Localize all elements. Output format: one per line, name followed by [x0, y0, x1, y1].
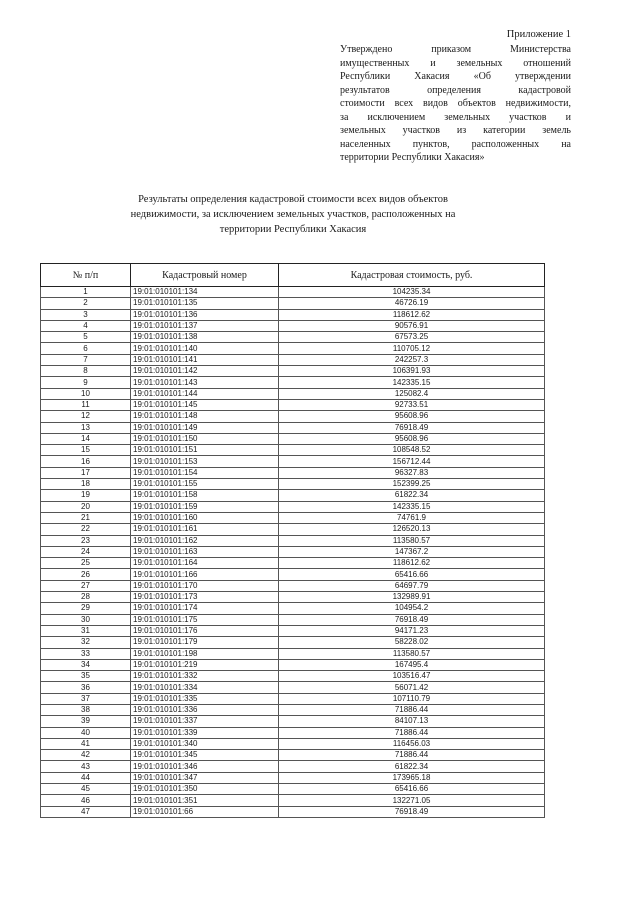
cadastral-cost: 132989.91	[279, 592, 545, 603]
cadastral-number: 19:01:010101:345	[131, 750, 279, 761]
row-number: 44	[41, 772, 131, 783]
cadastral-number: 19:01:010101:335	[131, 693, 279, 704]
cadastral-cost: 173965.18	[279, 772, 545, 783]
cadastral-number: 19:01:010101:198	[131, 648, 279, 659]
table-row	[41, 727, 545, 738]
cadastral-cost: 125082.4	[279, 388, 545, 399]
cadastral-cost: 84107.13	[279, 716, 545, 727]
cadastral-cost: 126520.13	[279, 524, 545, 535]
cadastral-cost: 152399.25	[279, 479, 545, 490]
cadastral-number: 19:01:010101:347	[131, 772, 279, 783]
row-number: 9	[41, 377, 131, 388]
table-row	[41, 320, 545, 331]
cadastral-cost: 110705.12	[279, 343, 545, 354]
cadastral-number: 19:01:010101:141	[131, 354, 279, 365]
cadastral-cost: 95608.96	[279, 411, 545, 422]
row-number: 12	[41, 411, 131, 422]
table-row	[41, 445, 545, 456]
header-cadastral-cost: Кадастровая стоимость, руб.	[279, 264, 545, 287]
approval-line: населенных пунктов, расположенных на	[340, 138, 571, 150]
row-number: 39	[41, 716, 131, 727]
table-row	[41, 332, 545, 343]
cadastral-cost: 142335.15	[279, 377, 545, 388]
cadastral-cost: 90576.91	[279, 320, 545, 331]
cadastral-cost: 108548.52	[279, 445, 545, 456]
row-number: 31	[41, 625, 131, 636]
table-row	[41, 648, 545, 659]
cadastral-cost: 106391.93	[279, 366, 545, 377]
approval-line: стоимости всех видов объектов недвижимости,	[340, 98, 571, 109]
cadastral-cost: 76918.49	[279, 614, 545, 625]
table-row	[41, 422, 545, 433]
row-number: 29	[41, 603, 131, 614]
table-row	[41, 806, 545, 817]
row-number: 23	[41, 535, 131, 546]
table-row	[41, 490, 545, 501]
cadastral-number: 19:01:010101:153	[131, 456, 279, 467]
cadastral-cost: 58228.02	[279, 637, 545, 648]
table-row	[41, 479, 545, 490]
header-number: № п/п	[41, 264, 131, 287]
table-row	[41, 309, 545, 320]
row-number: 32	[41, 637, 131, 648]
table-row	[41, 354, 545, 365]
row-number: 38	[41, 704, 131, 715]
cadastral-cost: 147367.2	[279, 546, 545, 557]
table-row	[41, 343, 545, 354]
cadastral-cost: 142335.15	[279, 501, 545, 512]
table-row	[41, 501, 545, 512]
table-row	[41, 287, 545, 298]
cadastral-number: 19:01:010101:137	[131, 320, 279, 331]
table-body	[41, 287, 545, 818]
title-line: территории Республики Хакасия	[219, 224, 367, 235]
table-row	[41, 524, 545, 535]
table-row	[41, 467, 545, 478]
cadastral-cost: 61822.34	[279, 490, 545, 501]
cadastral-cost: 103516.47	[279, 671, 545, 682]
cadastral-cost: 65416.66	[279, 569, 545, 580]
table-row	[41, 738, 545, 749]
cadastral-cost: 92733.51	[279, 399, 545, 410]
cadastral-number: 19:01:010101:135	[131, 298, 279, 309]
cadastral-cost: 71886.44	[279, 727, 545, 738]
cadastral-number: 19:01:010101:154	[131, 467, 279, 478]
row-number: 15	[41, 445, 131, 456]
cadastral-number: 19:01:010101:332	[131, 671, 279, 682]
approval-line: Республики Хакасия «Об утверждении	[340, 71, 571, 82]
row-number: 42	[41, 750, 131, 761]
cadastral-number: 19:01:010101:336	[131, 704, 279, 715]
cadastral-cost: 116456.03	[279, 738, 545, 749]
table-row	[41, 682, 545, 693]
row-number: 21	[41, 512, 131, 523]
row-number: 3	[41, 309, 131, 320]
cadastral-cost: 167495.4	[279, 659, 545, 670]
row-number: 40	[41, 727, 131, 738]
row-number: 30	[41, 614, 131, 625]
row-number: 46	[41, 795, 131, 806]
cadastral-number: 19:01:010101:143	[131, 377, 279, 388]
cadastral-cost: 104954.2	[279, 603, 545, 614]
cadastral-number: 19:01:010101:163	[131, 546, 279, 557]
table-row	[41, 704, 545, 715]
cadastral-cost: 113580.57	[279, 648, 545, 659]
row-number: 45	[41, 784, 131, 795]
cadastral-cost-table	[40, 263, 545, 818]
table-row	[41, 298, 545, 309]
cadastral-number: 19:01:010101:150	[131, 433, 279, 444]
row-number: 7	[41, 354, 131, 365]
approval-line: земельных участков из категории земель	[340, 125, 571, 136]
cadastral-cost: 76918.49	[279, 806, 545, 817]
cadastral-number: 19:01:010101:145	[131, 399, 279, 410]
table-row	[41, 535, 545, 546]
row-number: 22	[41, 524, 131, 535]
row-number: 25	[41, 558, 131, 569]
table-row	[41, 716, 545, 727]
row-number: 36	[41, 682, 131, 693]
cadastral-cost: 156712.44	[279, 456, 545, 467]
cadastral-number: 19:01:010101:334	[131, 682, 279, 693]
cadastral-number: 19:01:010101:350	[131, 784, 279, 795]
table-row	[41, 625, 545, 636]
row-number: 10	[41, 388, 131, 399]
cadastral-cost: 56071.42	[279, 682, 545, 693]
cadastral-number: 19:01:010101:138	[131, 332, 279, 343]
table-row	[41, 659, 545, 670]
cadastral-number: 19:01:010101:151	[131, 445, 279, 456]
cadastral-number: 19:01:010101:134	[131, 287, 279, 298]
cadastral-number: 19:01:010101:179	[131, 637, 279, 648]
cadastral-number: 19:01:010101:219	[131, 659, 279, 670]
row-number: 16	[41, 456, 131, 467]
cadastral-number: 19:01:010101:140	[131, 343, 279, 354]
row-number: 11	[41, 399, 131, 410]
cadastral-cost: 242257.3	[279, 354, 545, 365]
title-line: Результаты определения кадастровой стоимости всех видов объектов	[138, 194, 448, 205]
cadastral-number: 19:01:010101:337	[131, 716, 279, 727]
row-number: 20	[41, 501, 131, 512]
cadastral-cost: 118612.62	[279, 558, 545, 569]
cadastral-number: 19:01:010101:142	[131, 366, 279, 377]
approval-line: за исключением земельных участков и	[340, 111, 571, 123]
table-row	[41, 558, 545, 569]
cadastral-number: 19:01:010101:173	[131, 592, 279, 603]
cadastral-cost: 61822.34	[279, 761, 545, 772]
row-number: 19	[41, 490, 131, 501]
table-row	[41, 569, 545, 580]
table-row	[41, 761, 545, 772]
cadastral-number: 19:01:010101:161	[131, 524, 279, 535]
cadastral-number: 19:01:010101:176	[131, 625, 279, 636]
table-row	[41, 456, 545, 467]
table-row	[41, 614, 545, 625]
row-number: 4	[41, 320, 131, 331]
row-number: 5	[41, 332, 131, 343]
table-row	[41, 433, 545, 444]
row-number: 2	[41, 298, 131, 309]
row-number: 1	[41, 287, 131, 298]
row-number: 26	[41, 569, 131, 580]
row-number: 8	[41, 366, 131, 377]
table-row	[41, 637, 545, 648]
cadastral-cost: 74761.9	[279, 512, 545, 523]
cadastral-number: 19:01:010101:162	[131, 535, 279, 546]
table-row	[41, 592, 545, 603]
table-header-row	[41, 264, 545, 287]
cadastral-number: 19:01:010101:170	[131, 580, 279, 591]
cadastral-cost: 104235.34	[279, 287, 545, 298]
cadastral-number: 19:01:010101:339	[131, 727, 279, 738]
row-number: 18	[41, 479, 131, 490]
table-row	[41, 546, 545, 557]
cadastral-number: 19:01:010101:158	[131, 490, 279, 501]
row-number: 37	[41, 693, 131, 704]
approval-line: Утверждено приказом Министерства	[340, 44, 571, 55]
header-cadastral-number: Кадастровый номер	[131, 264, 279, 287]
table-row	[41, 750, 545, 761]
row-number: 24	[41, 546, 131, 557]
cadastral-cost: 71886.44	[279, 704, 545, 715]
table-row	[41, 580, 545, 591]
cadastral-cost: 94171.23	[279, 625, 545, 636]
cadastral-number: 19:01:010101:164	[131, 558, 279, 569]
cadastral-number: 19:01:010101:136	[131, 309, 279, 320]
table-row	[41, 366, 545, 377]
cadastral-number: 19:01:010101:149	[131, 422, 279, 433]
cadastral-cost: 132271.05	[279, 795, 545, 806]
row-number: 27	[41, 580, 131, 591]
table-row	[41, 388, 545, 399]
row-number: 41	[41, 738, 131, 749]
cadastral-cost: 71886.44	[279, 750, 545, 761]
row-number: 47	[41, 806, 131, 817]
cadastral-cost: 118612.62	[279, 309, 545, 320]
cadastral-number: 19:01:010101:166	[131, 569, 279, 580]
title-line: недвижимости, за исключением земельных участков, расположенных на	[130, 209, 456, 220]
table-row	[41, 693, 545, 704]
row-number: 35	[41, 671, 131, 682]
cadastral-cost: 76918.49	[279, 422, 545, 433]
row-number: 28	[41, 592, 131, 603]
cadastral-number: 19:01:010101:160	[131, 512, 279, 523]
cadastral-cost: 95608.96	[279, 433, 545, 444]
approval-line: территории Республики Хакасия»	[340, 152, 485, 163]
cadastral-cost: 67573.25	[279, 332, 545, 343]
cadastral-cost: 96327.83	[279, 467, 545, 478]
cadastral-number: 19:01:010101:351	[131, 795, 279, 806]
cadastral-number: 19:01:010101:346	[131, 761, 279, 772]
cadastral-number: 19:01:010101:66	[131, 806, 279, 817]
row-number: 17	[41, 467, 131, 478]
table-row	[41, 411, 545, 422]
cadastral-cost: 46726.19	[279, 298, 545, 309]
row-number: 33	[41, 648, 131, 659]
table-row	[41, 399, 545, 410]
row-number: 6	[41, 343, 131, 354]
cadastral-cost: 113580.57	[279, 535, 545, 546]
row-number: 13	[41, 422, 131, 433]
cadastral-number: 19:01:010101:155	[131, 479, 279, 490]
cadastral-number: 19:01:010101:159	[131, 501, 279, 512]
cadastral-number: 19:01:010101:144	[131, 388, 279, 399]
approval-line: имущественных и земельных отношений	[340, 57, 571, 69]
table-row	[41, 512, 545, 523]
approval-line: результатов определения кадастровой	[340, 84, 571, 96]
table-row	[41, 795, 545, 806]
table-row	[41, 772, 545, 783]
table-row	[41, 784, 545, 795]
row-number: 34	[41, 659, 131, 670]
document-title	[100, 192, 486, 237]
appendix-title: Приложение 1	[506, 29, 571, 40]
cadastral-number: 19:01:010101:174	[131, 603, 279, 614]
cadastral-number: 19:01:010101:175	[131, 614, 279, 625]
table-row	[41, 377, 545, 388]
row-number: 43	[41, 761, 131, 772]
row-number: 14	[41, 433, 131, 444]
cadastral-cost: 64697.79	[279, 580, 545, 591]
cadastral-cost: 65416.66	[279, 784, 545, 795]
table-row	[41, 671, 545, 682]
cadastral-number: 19:01:010101:148	[131, 411, 279, 422]
table-row	[41, 603, 545, 614]
cadastral-number: 19:01:010101:340	[131, 738, 279, 749]
cadastral-cost: 107110.79	[279, 693, 545, 704]
approval-note	[340, 43, 571, 165]
